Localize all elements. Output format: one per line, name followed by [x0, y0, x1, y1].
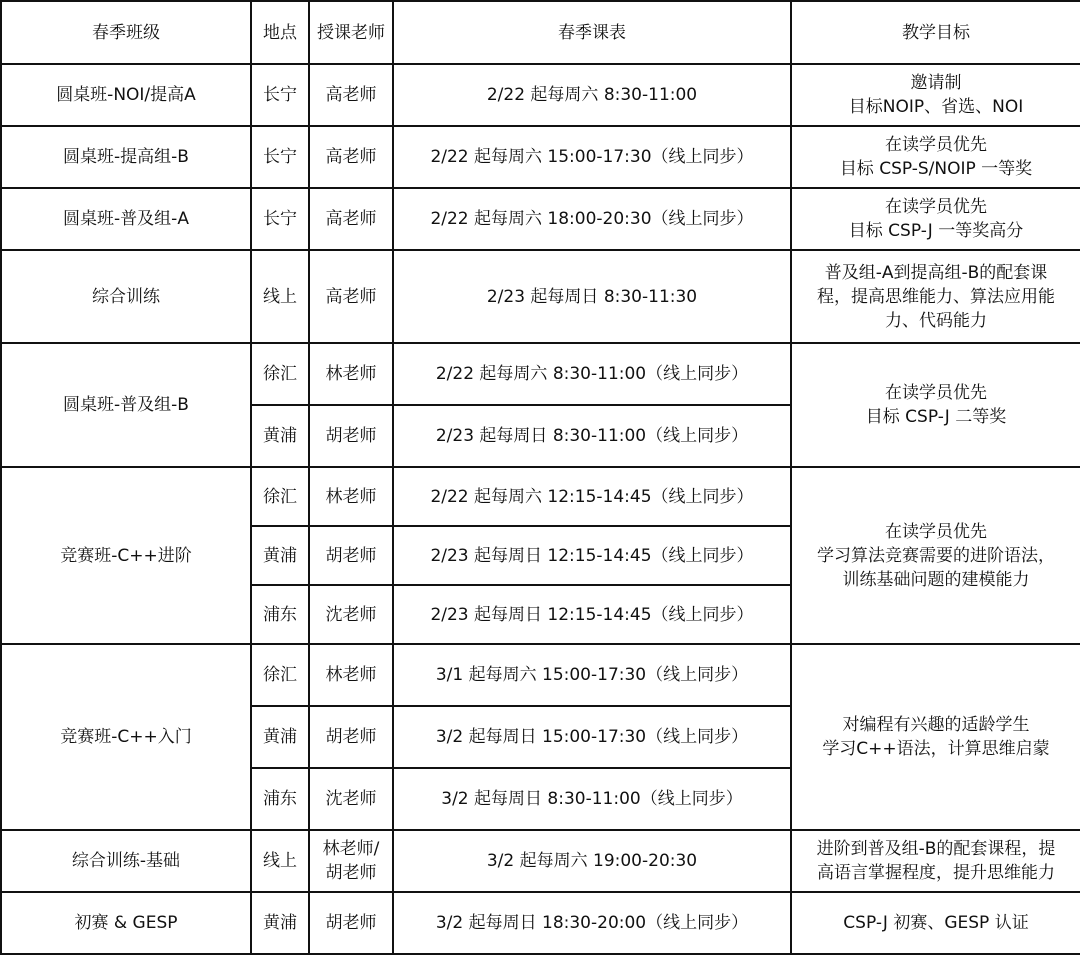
class-cell: 初赛 & GESP [1, 892, 251, 954]
goal-cell: 对编程有兴趣的适龄学生 学习C++语法，计算思维启蒙 [791, 644, 1080, 830]
class-cell: 竞赛班-C++入门 [1, 644, 251, 830]
teacher-cell: 林老师 [309, 467, 393, 526]
teacher-cell: 沈老师 [309, 585, 393, 644]
location-cell: 长宁 [251, 188, 309, 250]
location-cell: 黄浦 [251, 526, 309, 585]
table-row [1, 830, 1080, 892]
location-cell: 徐汇 [251, 343, 309, 405]
location-cell: 浦东 [251, 768, 309, 830]
location-cell: 线上 [251, 250, 309, 343]
goal-cell: 进阶到普及组-B的配套课程，提 高语言掌握程度，提升思维能力 [791, 830, 1080, 892]
schedule-cell: 2/23 起每周日 12:15-14:45（线上同步） [393, 585, 791, 644]
header-class: 春季班级 [1, 1, 251, 64]
teacher-cell: 高老师 [309, 126, 393, 188]
teacher-cell: 胡老师 [309, 405, 393, 467]
class-cell: 圆桌班-NOI/提高A [1, 64, 251, 126]
location-cell: 黄浦 [251, 892, 309, 954]
goal-cell: 普及组-A到提高组-B的配套课 程，提高思维能力、算法应用能 力、代码能力 [791, 250, 1080, 343]
goal-cell: 邀请制 目标NOIP、省选、NOI [791, 64, 1080, 126]
header-goal: 教学目标 [791, 1, 1080, 64]
schedule-cell: 3/2 起每周日 8:30-11:00（线上同步） [393, 768, 791, 830]
table-row [1, 467, 1080, 526]
schedule-cell: 2/22 起每周六 8:30-11:00 [393, 64, 791, 126]
location-cell: 徐汇 [251, 467, 309, 526]
class-cell: 圆桌班-提高组-B [1, 126, 251, 188]
table-row [1, 188, 1080, 250]
teacher-cell: 林老师/ 胡老师 [309, 830, 393, 892]
header-location: 地点 [251, 1, 309, 64]
table-row [1, 126, 1080, 188]
table-row [1, 892, 1080, 954]
schedule-cell: 2/23 起每周日 8:30-11:30 [393, 250, 791, 343]
teacher-cell: 高老师 [309, 250, 393, 343]
schedule-cell: 2/22 起每周六 8:30-11:00（线上同步） [393, 343, 791, 405]
goal-cell: 在读学员优先 目标 CSP-S/NOIP 一等奖 [791, 126, 1080, 188]
header-schedule: 春季课表 [393, 1, 791, 64]
class-cell: 竞赛班-C++进阶 [1, 467, 251, 644]
teacher-cell: 林老师 [309, 644, 393, 706]
class-cell: 综合训练 [1, 250, 251, 343]
teacher-cell: 高老师 [309, 64, 393, 126]
table-row [1, 644, 1080, 706]
teacher-cell: 胡老师 [309, 892, 393, 954]
goal-cell: 在读学员优先 目标 CSP-J 二等奖 [791, 343, 1080, 467]
schedule-cell: 2/22 起每周六 15:00-17:30（线上同步） [393, 126, 791, 188]
location-cell: 长宁 [251, 126, 309, 188]
header-teacher: 授课老师 [309, 1, 393, 64]
goal-cell: 在读学员优先 目标 CSP-J 一等奖高分 [791, 188, 1080, 250]
goal-cell: CSP-J 初赛、GESP 认证 [791, 892, 1080, 954]
schedule-cell: 2/23 起每周日 8:30-11:00（线上同步） [393, 405, 791, 467]
location-cell: 黄浦 [251, 405, 309, 467]
schedule-cell: 3/2 起每周六 19:00-20:30 [393, 830, 791, 892]
schedule-cell: 2/22 起每周六 12:15-14:45（线上同步） [393, 467, 791, 526]
goal-cell: 在读学员优先 学习算法竞赛需要的进阶语法， 训练基础问题的建模能力 [791, 467, 1080, 644]
class-cell: 圆桌班-普及组-A [1, 188, 251, 250]
class-cell: 圆桌班-普及组-B [1, 343, 251, 467]
schedule-cell: 2/23 起每周日 12:15-14:45（线上同步） [393, 526, 791, 585]
schedule-cell: 3/1 起每周六 15:00-17:30（线上同步） [393, 644, 791, 706]
schedule-cell: 3/2 起每周日 18:30-20:00（线上同步） [393, 892, 791, 954]
teacher-cell: 林老师 [309, 343, 393, 405]
header-row [1, 1, 1080, 64]
location-cell: 黄浦 [251, 706, 309, 768]
teacher-cell: 沈老师 [309, 768, 393, 830]
location-cell: 浦东 [251, 585, 309, 644]
teacher-cell: 胡老师 [309, 526, 393, 585]
teacher-cell: 高老师 [309, 188, 393, 250]
teacher-cell: 胡老师 [309, 706, 393, 768]
table-row [1, 64, 1080, 126]
table-row [1, 250, 1080, 343]
schedule-cell: 2/22 起每周六 18:00-20:30（线上同步） [393, 188, 791, 250]
location-cell: 徐汇 [251, 644, 309, 706]
class-cell: 综合训练-基础 [1, 830, 251, 892]
schedule-cell: 3/2 起每周日 15:00-17:30（线上同步） [393, 706, 791, 768]
location-cell: 长宁 [251, 64, 309, 126]
location-cell: 线上 [251, 830, 309, 892]
table-row [1, 343, 1080, 405]
